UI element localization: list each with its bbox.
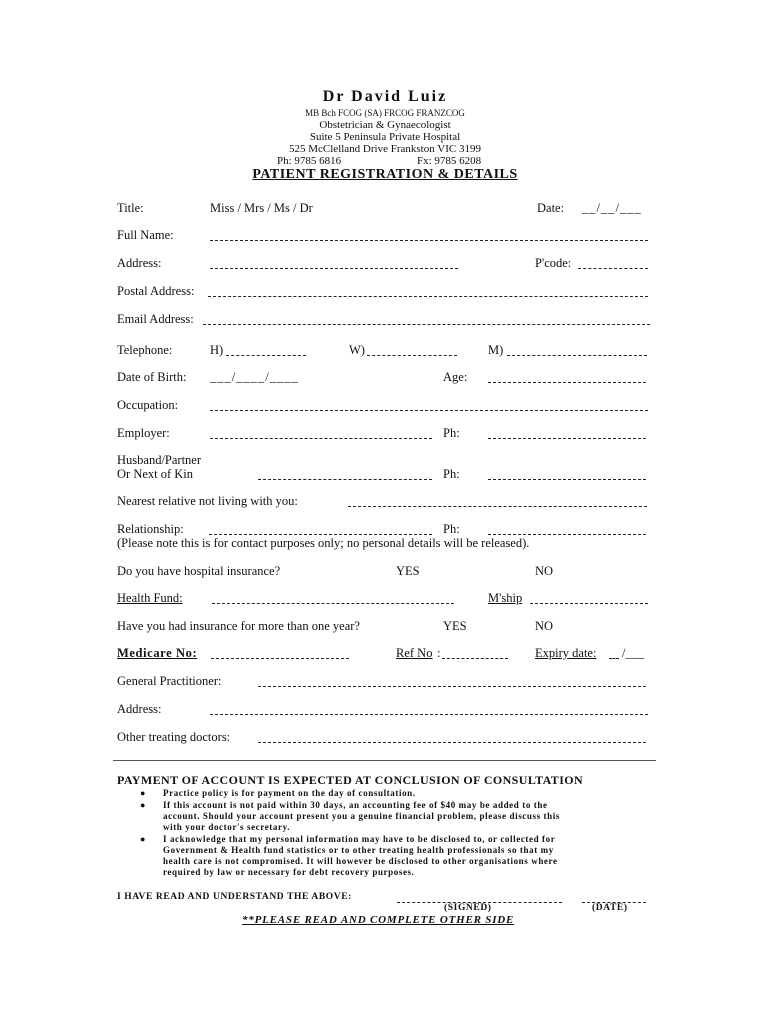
telephone-home-field[interactable] <box>226 355 306 356</box>
qualifications: MB Bch FCOG (SA) FRCOG FRANZCOG <box>305 108 465 118</box>
specialty: Obstetrician & Gynaecologist <box>319 119 451 131</box>
bullet-icon: ● <box>140 834 146 844</box>
date-label: Date: <box>537 201 565 215</box>
nearest-relative-field[interactable] <box>348 506 647 507</box>
email-address-label: Email Address: <box>117 312 194 326</box>
next-of-kin-field[interactable] <box>258 479 432 480</box>
relationship-field[interactable] <box>209 534 432 535</box>
relationship-ph-field[interactable] <box>488 534 646 535</box>
employer-ph-field[interactable] <box>488 438 646 439</box>
occupation-field[interactable] <box>210 410 648 411</box>
full-name-label: Full Name: <box>117 228 174 242</box>
ref-no-colon: : <box>437 646 441 660</box>
fax: Fx: 9785 6208 <box>417 155 482 167</box>
relationship-label: Relationship: <box>117 522 184 536</box>
health-fund-field[interactable] <box>212 603 454 604</box>
other-doctors-label: Other treating doctors: <box>117 730 231 744</box>
date-caption: (DATE) <box>592 903 628 913</box>
dob-label: Date of Birth: <box>117 370 187 384</box>
payment-bullet-1-line-1: Practice policy is for payment on the day of consultation. <box>163 788 416 798</box>
gp-address-field[interactable] <box>210 714 648 715</box>
read-understand-label: I HAVE READ AND UNDERSTAND THE ABOVE: <box>117 892 352 902</box>
title-label: Title: <box>117 201 144 215</box>
membership-label: M'ship <box>488 591 523 605</box>
telephone-work-field[interactable] <box>367 355 457 356</box>
telephone-mobile-field[interactable] <box>507 355 647 356</box>
ref-no-field[interactable] <box>442 658 508 659</box>
gp-label: General Practitioner: <box>117 674 222 688</box>
signed-caption: (SIGNED) <box>444 903 492 913</box>
age-field[interactable] <box>488 382 646 383</box>
postal-address-label: Postal Address: <box>117 284 195 298</box>
employer-field[interactable] <box>210 438 432 439</box>
nearest-relative-label: Nearest relative not living with you: <box>117 494 298 508</box>
form-title: PATIENT REGISTRATION & DETAILS <box>252 167 518 182</box>
telephone-mobile-label: M) <box>488 343 504 357</box>
payment-bullet-3-line-1: I acknowledge that my personal information may have to be disclosed to, or collected for <box>163 834 556 844</box>
payment-bullet-2-line-3: with your doctor's secretary. <box>163 822 291 832</box>
age-label: Age: <box>443 370 468 384</box>
telephone-label: Telephone: <box>117 343 173 357</box>
expiry-blank[interactable]: /___ <box>622 646 645 660</box>
telephone-work-label: W) <box>349 343 365 357</box>
pcode-label: P'code: <box>535 256 572 270</box>
bullet-icon: ● <box>140 788 146 798</box>
employer-ph-label: Ph: <box>443 426 460 440</box>
insurance-year-yes[interactable]: YES <box>443 619 467 633</box>
expiry-month-field[interactable] <box>609 658 619 659</box>
email-address-field[interactable] <box>203 324 650 325</box>
relationship-ph-label: Ph: <box>443 522 460 536</box>
occupation-label: Occupation: <box>117 398 179 412</box>
gp-field[interactable] <box>258 686 646 687</box>
address-field[interactable] <box>210 268 458 269</box>
hospital-insurance-yes[interactable]: YES <box>396 564 420 578</box>
doctor-name: Dr David Luiz <box>322 88 448 105</box>
next-of-kin-ph-field[interactable] <box>488 479 646 480</box>
payment-bullet-2-line-2: account. Should your account present you a genuine financial problem, please discuss this <box>163 811 560 821</box>
medicare-field[interactable] <box>211 658 349 659</box>
section-divider <box>113 760 656 761</box>
suite: Suite 5 Peninsula Private Hospital <box>309 131 461 143</box>
telephone-home-label: H) <box>210 343 224 357</box>
full-name-field[interactable] <box>210 240 648 241</box>
payment-heading: PAYMENT OF ACCOUNT IS EXPECTED AT CONCLUSION OF CONSULTATION <box>117 773 584 787</box>
husband-label: Husband/Partner <box>117 453 202 467</box>
payment-bullet-3-line-3: health care is not compromised. It will however be disclosed to other organisations where <box>163 856 558 866</box>
health-fund-label: Health Fund: <box>117 591 183 605</box>
membership-field[interactable] <box>530 603 648 604</box>
contact-note: (Please note this is for contact purposes only; no personal details will be released). <box>117 536 530 550</box>
expiry-label: Expiry date: <box>535 646 597 660</box>
insurance-year-no[interactable]: NO <box>535 619 554 633</box>
employer-label: Employer: <box>117 426 170 440</box>
bullet-icon: ● <box>140 800 146 810</box>
payment-bullet-3-line-4: required by law or necessary for debt recovery purposes. <box>163 867 415 877</box>
ref-no-label: Ref No <box>396 646 433 660</box>
address-label: Address: <box>117 256 162 270</box>
other-doctors-field[interactable] <box>258 742 646 743</box>
hospital-insurance-no[interactable]: NO <box>535 564 554 578</box>
street-address: 525 McClelland Drive Frankston VIC 3199 <box>289 143 481 155</box>
next-of-kin-label: Or Next of Kin <box>117 467 194 481</box>
gp-address-label: Address: <box>117 702 162 716</box>
footer-note: **PLEASE READ AND COMPLETE OTHER SIDE <box>242 914 515 926</box>
date-blank[interactable]: __/__/___ <box>582 201 642 215</box>
phone: Ph: 9785 6816 <box>277 155 342 167</box>
payment-bullet-2-line-1: If this account is not paid within 30 days, an accounting fee of $40 may be added to the <box>163 800 548 810</box>
hospital-insurance-label: Do you have hospital insurance? <box>117 564 281 578</box>
title-options[interactable]: Miss / Mrs / Ms / Dr <box>210 201 313 215</box>
next-of-kin-ph-label: Ph: <box>443 467 460 481</box>
payment-bullet-3-line-2: Government & Health fund statistics or to other treating health professionals so that my <box>163 845 554 855</box>
pcode-field[interactable] <box>578 268 648 269</box>
dob-blank[interactable]: ___/____/____ <box>210 370 299 384</box>
medicare-label: Medicare No: <box>117 646 198 660</box>
postal-address-field[interactable] <box>208 296 648 297</box>
insurance-year-label: Have you had insurance for more than one year? <box>117 619 360 633</box>
